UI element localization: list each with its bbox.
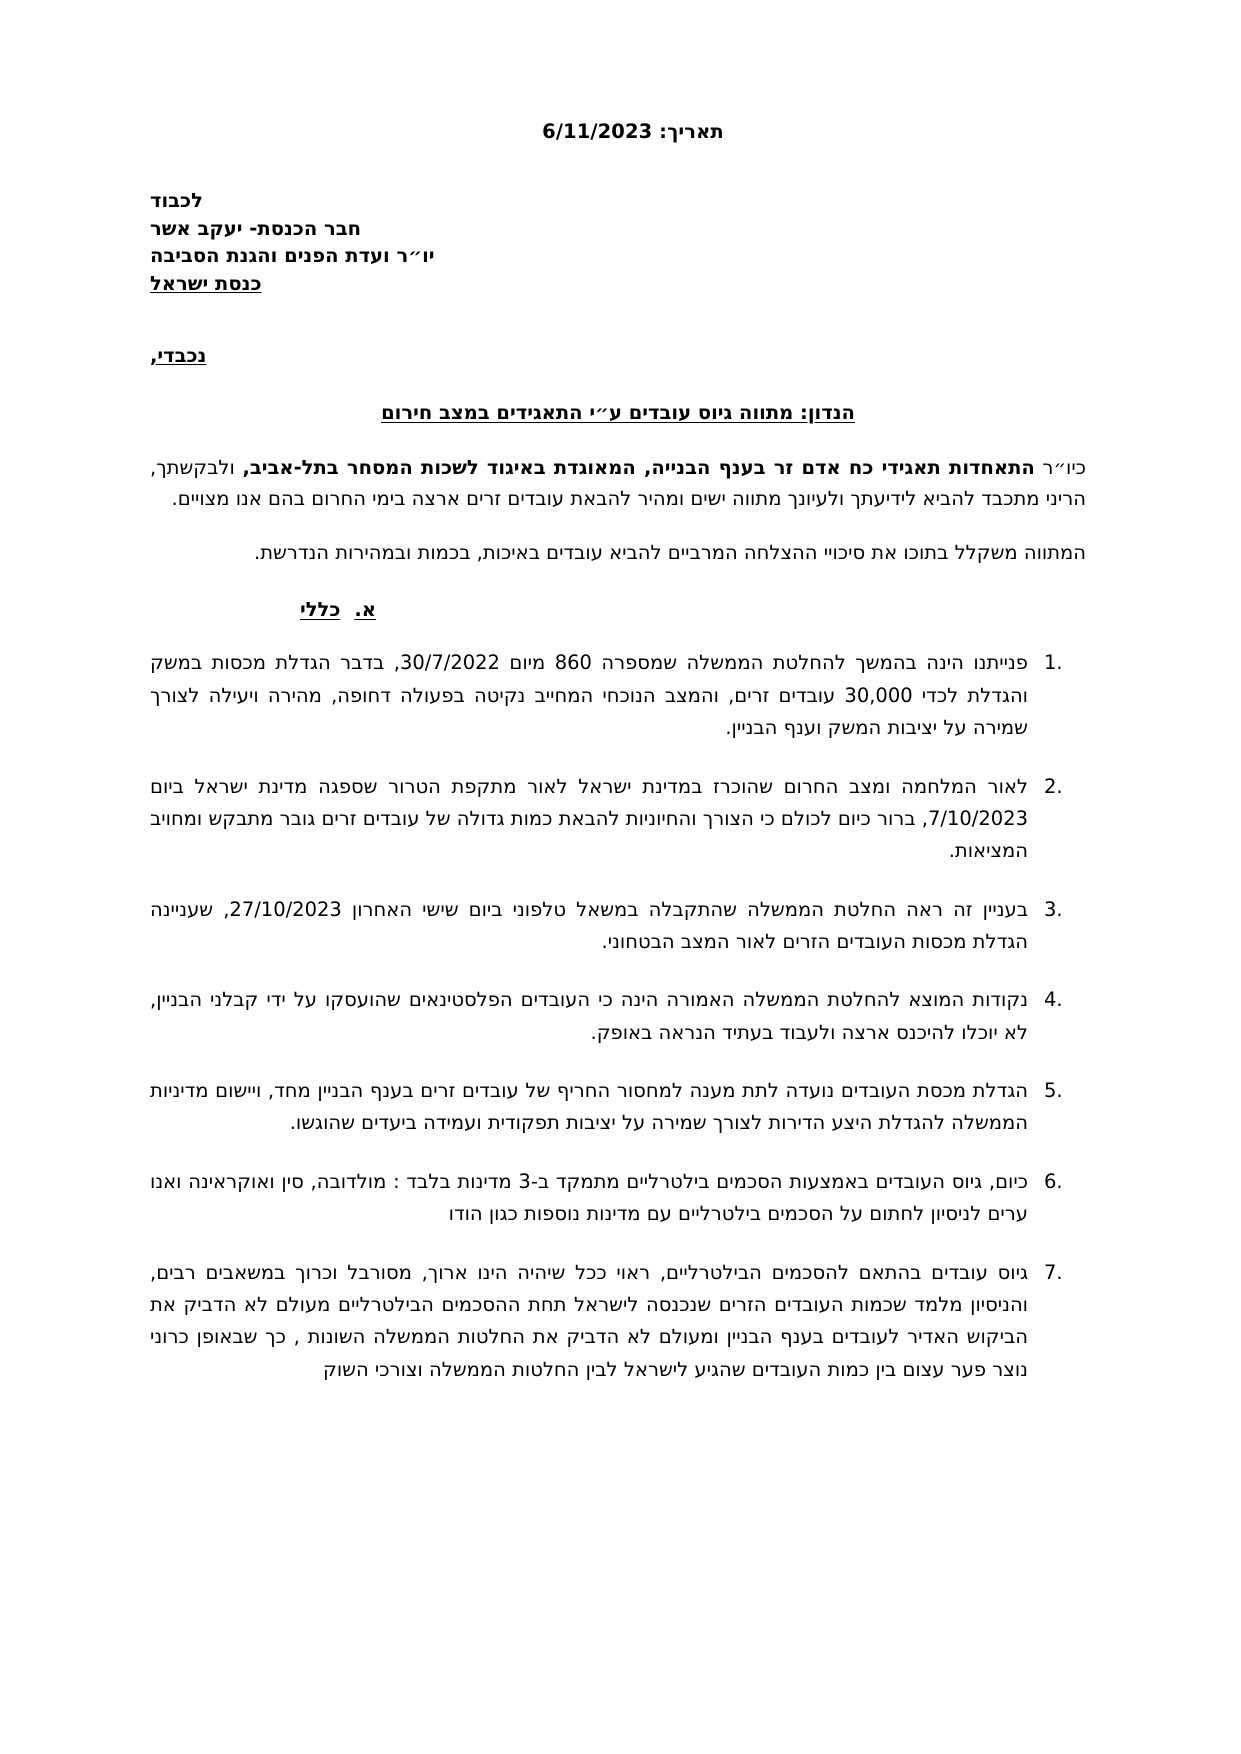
list-item-number: 3.: [1044, 897, 1063, 921]
list-item-text: פנייתנו הינה בהמשך להחלטת הממשלה שמספרה 860 מיום 30/7/2022, בדבר הגדלת מכסות במשק והגדלת לכדי 30,000 עובדים זרים, והמצב הנוכחי המחייב נקיטה בפעולה דחופה, מהירה ויעילה לצורך שמירה על יציבות המשק וענף הבניין.: [150, 651, 1028, 740]
subject-line: [150, 401, 1086, 424]
list-item: [150, 1257, 1086, 1386]
list-item-text: לאור המלחמה ומצב החרום שהוכרז במדינת ישראל לאור מתקפת הטרור שספגה מדינת ישראל ביום 7/10/2023, ברור כיום לכולם כי הצורך והחיוניות להבאת כמות גדולה של עובדים זרים גובר מתבקש ומחויב המציאות.: [150, 774, 1028, 863]
list-item-number: 4.: [1044, 988, 1063, 1012]
list-item-number: 7.: [1044, 1260, 1063, 1284]
subject-text: הנדון: מתווה גיוס עובדים ע״י התאגידים במצב חירום: [381, 400, 855, 424]
list-item-text: גיוס עובדים בהתאם להסכמים הבילטרליים, ראוי ככל שיהיה הינו ארוך, מסורבל וכרוך במשאבים רבים, והניסיון מלמד שכמות העובדים הזרים שנכנסה לישראל תחת ההסכמים הבילטרליים מעולם לא הדביק את הביקוש האדיר לעובדים בענף הבניין ומעולם לא הדביק את החלטות הממשלה השונות , כך שבאופן כרוני נוצר פער עצום בין כמות העובדים שהגיע לישראל לבין החלטות הממשלה וצורכי השוק: [150, 1260, 1028, 1381]
date-text: תאריך: 6/11/2023: [542, 120, 724, 143]
addressee-line-4: כנסת ישראל: [150, 272, 262, 296]
second-paragraph: המתווה משקלל בתוכו את סיכויי ההצלחה המרביים להביא עובדים באיכות, בכמות ובמהירות הנדרשת.: [254, 540, 1086, 564]
intro-paragraph: [150, 452, 1086, 515]
date-line: [150, 120, 1086, 143]
addressee-block: [150, 187, 1086, 298]
list-item-number: 6.: [1044, 1169, 1063, 1193]
section-label: א.: [354, 598, 376, 622]
list-item: [150, 1166, 1086, 1231]
list-item: [150, 647, 1086, 744]
list-item-number: 5.: [1044, 1079, 1063, 1103]
list-item-number: 1.: [1044, 651, 1063, 675]
list-item: [150, 771, 1086, 868]
list-item-text: נקודות המוצא להחלטת הממשלה האמורה הינה כי העובדים הפלסטינאים שהועסקו על ידי קבלני הבניין, לא יוכלו להיכנס ארצה ולעבוד בעתיד הנראה באופק.: [150, 988, 1028, 1044]
section-heading-general: [150, 598, 1086, 621]
addressee-line-2: חבר הכנסת- יעקב אשר: [150, 216, 362, 240]
addressee-line-1: לכבוד: [150, 189, 203, 212]
intro-prefix: כיו״ר: [1034, 455, 1086, 479]
intro-rest: ולבקשתך, הריני מתכבד להביא לידיעתך ולעיונך מתווה ישים ומהיר להבאת עובדים זרים ארצה בימי החרום בהם אנו מצויים.: [150, 455, 1086, 511]
list-item-number: 2.: [1044, 774, 1063, 798]
list-item-text: הגדלת מכסת העובדים נועדה לתת מענה למחסור החריף של עובדים זרים בענף הבניין מחד, ויישום מדיניות הממשלה להגדלת היצע הדירות לצורך שמירה על יציבות תפקודית ועמידה ביעדים שהוגשו.: [150, 1079, 1028, 1135]
list-item: [150, 894, 1086, 959]
salutation: נכבדי,: [150, 343, 207, 367]
addressee-line-3: יו״ר ועדת הפנים והגנת הסביבה: [150, 244, 435, 268]
intro-bold: התאחדות תאגידי כח אדם זר בענף הבנייה, המאוגדת באיגוד לשכות המסחר בתל-אביב,: [242, 455, 1035, 479]
list-item-text: כיום, גיוס העובדים באמצעות הסכמים בילטרליים מתמקד ב-3 מדינות בלבד : מולדובה, סין ואוקראינה ואנו ערים לניסיון לחתום על הסכמים בילטרליים עם מדינות נוספות כגון הודו: [150, 1169, 1028, 1226]
section-title: כללי: [300, 598, 341, 622]
list-item: [150, 1075, 1086, 1140]
list-item: [150, 984, 1086, 1049]
numbered-items-list: [150, 647, 1086, 1385]
list-item-text: בעניין זה ראה החלטת הממשלה שהתקבלה במשאל טלפוני ביום שישי האחרון 27/10/2023, שעניינה הגדלת מכסות העובדים הזרים לאור המצב הבטחוני.: [150, 897, 1028, 953]
